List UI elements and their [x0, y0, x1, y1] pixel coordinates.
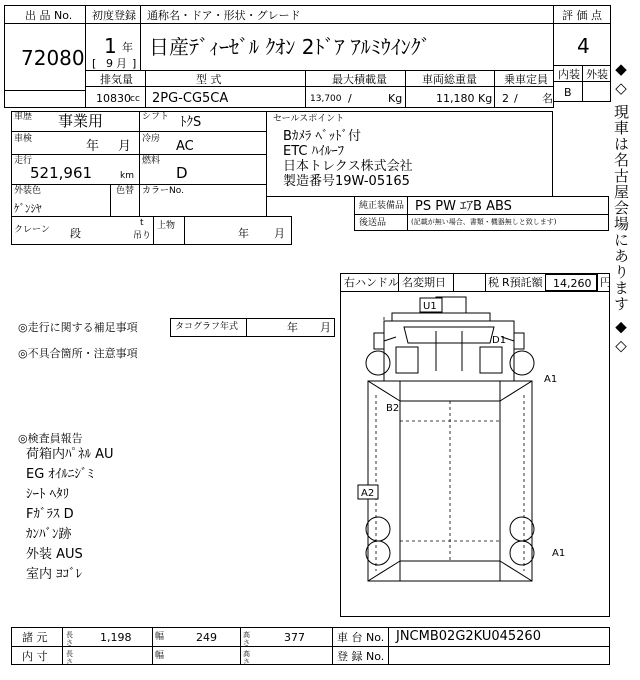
ac-label: 冷房: [142, 134, 161, 144]
history-value: 事業用: [58, 112, 104, 130]
mileage-unit: km: [120, 171, 134, 181]
in-width-label: 幅: [155, 651, 165, 661]
spec-left-blank: [4, 90, 86, 108]
exterior-label-cell: [582, 65, 611, 82]
grade-label: 評 価 点: [562, 9, 602, 22]
capacity-label: 乗車定員: [504, 73, 548, 86]
inspector-line-1: 荷箱内ﾊﾟﾈﾙ AU: [26, 447, 114, 462]
crane-label: クレーン: [14, 225, 50, 235]
grade-value-cell: [553, 23, 611, 66]
interior-label: 内装: [558, 68, 580, 81]
recycle-value: 14,260: [553, 277, 592, 290]
mark-a1-bottom: A1: [552, 548, 566, 559]
max-load-label: 最大積載量: [332, 73, 387, 86]
capacity-unit: 名: [542, 92, 553, 105]
crane-stage: 段: [70, 227, 81, 240]
name-change-label: 名変期日: [402, 276, 446, 289]
mark-a1-top: A1: [544, 374, 558, 385]
chassis-label: 車 台 No.: [337, 631, 385, 644]
interior-dim-label: 内 寸: [22, 650, 48, 663]
model-value: 2PG-CG5CA: [152, 91, 229, 106]
capacity-value: 2: [502, 92, 509, 105]
aftermarket-row: [354, 214, 609, 231]
tailgate-month-unit: 月: [274, 227, 285, 240]
exterior-value-cell: [582, 81, 611, 102]
first-reg-label-cell: [85, 5, 141, 24]
vehicle-title: 日産ﾃﾞｨｰｾﾞﾙ ｸｵﾝ 2ﾄﾞｱ ｱﾙﾐｳｲﾝｸﾞ: [149, 35, 431, 59]
recycle-label: R預託額: [502, 276, 543, 289]
side-banner-text: ◆◇ 現車は名古屋会場にあります ◆◇: [612, 60, 630, 356]
spec-label-row: [85, 70, 554, 87]
driving-notes-label: ◎走行に関する補足事項: [18, 321, 138, 334]
mark-u1: U1: [423, 301, 437, 312]
first-reg-month: 9: [106, 57, 113, 70]
chassis-value: JNCMB02G2KU045260: [396, 629, 541, 644]
color-no-label: カラーNo.: [142, 186, 184, 196]
sales-point-line-1: Bｶﾒﾗ ﾍﾞｯﾄﾞ付: [283, 129, 362, 144]
interior-value-cell: [553, 81, 583, 102]
mileage-label: 走行: [14, 156, 33, 166]
equipment-row: [354, 196, 609, 215]
height-value: 377: [284, 631, 305, 644]
max-load-sep: /: [348, 92, 352, 105]
shift-value: ﾄｸS: [180, 115, 202, 130]
first-reg-month-close: ]: [132, 57, 137, 70]
width-value: 249: [196, 631, 217, 644]
lot-number-cell: [4, 23, 86, 91]
gross-weight-value: 11,180: [436, 92, 475, 105]
aftermarket-label: 後送品: [359, 218, 387, 228]
equipment-label: 純正装備品: [359, 201, 405, 211]
grade-label-cell: [553, 5, 611, 24]
grade-value: 4: [577, 34, 590, 58]
inspector-line-4: Fｶﾞﾗｽ D: [26, 507, 74, 522]
fuel-label: 燃料: [142, 156, 161, 166]
lot-number: 72080: [21, 46, 85, 70]
displacement-label: 排気量: [100, 73, 133, 86]
history-label: 車歴: [14, 112, 33, 122]
inspector-line-3: ｼｰﾄ ﾍﾀﾘ: [26, 487, 70, 502]
inspector-line-2: EG ｵｲﾙﾆｼﾞﾐ: [26, 467, 94, 482]
gross-weight-unit: Kg: [478, 92, 493, 105]
interior-label-cell: [553, 65, 583, 82]
first-reg-year-unit: 年: [122, 41, 133, 54]
name-label-cell: [140, 5, 554, 24]
recycle-value-box: [545, 274, 597, 291]
first-reg-cell: [85, 23, 141, 71]
fuel-value: D: [176, 164, 188, 182]
max-load-unit: Kg: [388, 92, 403, 105]
tacho-year-unit: 年: [287, 321, 298, 334]
mileage-value: 521,961: [30, 164, 93, 182]
truck-diagram: [340, 291, 610, 617]
side-banner: [611, 60, 633, 360]
lot-label: 出 品 No.: [25, 9, 73, 22]
sales-point-line-3: 日本トレクス株式会社: [283, 159, 413, 174]
width-label: 幅: [155, 632, 165, 642]
equipment-value: PS PW ｴｱB ABS: [415, 199, 512, 214]
interior-value: B: [564, 86, 572, 99]
defects-label: ◎不具合箇所・注意事項: [18, 347, 138, 360]
sales-points-box: [266, 111, 553, 197]
name-label: 通称名・ドア・形状・グレード: [147, 9, 301, 22]
aftermarket-note: (記載が無い場合、書類・機器無しと致します): [411, 218, 557, 226]
crane-lift: 吊り: [133, 231, 152, 241]
tax-label: 税: [488, 276, 499, 289]
displacement-value: 10830: [96, 92, 131, 105]
crane-row: [11, 216, 292, 245]
inspector-line-5: ｶﾝﾊﾞﾝ跡: [26, 527, 72, 542]
ext-color-label: 外装色: [14, 186, 42, 196]
sales-point-line-2: ETC ﾊｲﾙｰﾌ: [283, 144, 345, 159]
spec-value-row: [85, 86, 554, 108]
sales-point-line-4: 製造番号19W-05165: [283, 174, 410, 189]
length-label: 長さ: [66, 631, 73, 647]
mark-d1: D1: [492, 335, 507, 346]
vehicle-title-cell: [140, 23, 554, 71]
tacho-month-unit: 月: [320, 321, 331, 334]
shift-label: シフト: [142, 112, 170, 122]
inspector-line-6: 外装 AUS: [26, 547, 83, 562]
mark-b2: B2: [386, 403, 400, 414]
displacement-unit: cc: [130, 94, 140, 104]
mark-a2: A2: [361, 488, 375, 499]
lot-label-cell: [4, 5, 86, 24]
first-reg-label: 初度登録: [92, 9, 136, 22]
inspector-line-7: 室内 ﾖｺﾞﾚ: [26, 567, 83, 582]
ext-color-value: ｹﾞﾝｼﾔ: [14, 202, 42, 215]
gross-weight-label: 車両総重量: [422, 73, 477, 86]
exterior-label: 外装: [586, 68, 608, 81]
first-reg-month-unit: 月: [116, 57, 127, 70]
sales-points-label: セールスポイント: [273, 114, 345, 124]
first-reg-month-open: [: [92, 57, 97, 70]
reg-label: 登 録 No.: [337, 650, 385, 663]
inspection-year-unit: 年: [86, 139, 100, 154]
capacity-sep: /: [514, 92, 518, 105]
model-label: 型 式: [196, 73, 222, 86]
inspection-month-unit: 月: [118, 139, 132, 154]
length-value: 1,198: [100, 631, 132, 644]
in-length-label: 長さ: [66, 650, 73, 666]
handle-side: 右ハンドル: [344, 276, 399, 289]
max-load-value: 13,700: [310, 94, 342, 104]
tailgate-year-unit: 年: [238, 227, 249, 240]
ac-value: AC: [176, 139, 194, 154]
tailgate-label: 上物: [157, 221, 176, 231]
tacho-label: タコグラフ年式: [175, 322, 239, 332]
recycle-unit: 円: [600, 276, 611, 289]
first-reg-year: 1: [104, 34, 117, 58]
color-change-label: 色替: [116, 186, 135, 196]
inspector-label: ◎検査員報告: [18, 432, 83, 445]
spec-label: 諸 元: [22, 631, 48, 644]
crane-ton: t: [140, 218, 144, 228]
height-label: 高さ: [243, 631, 250, 647]
inspection-label: 車検: [14, 134, 33, 144]
in-height-label: 高さ: [243, 650, 250, 666]
